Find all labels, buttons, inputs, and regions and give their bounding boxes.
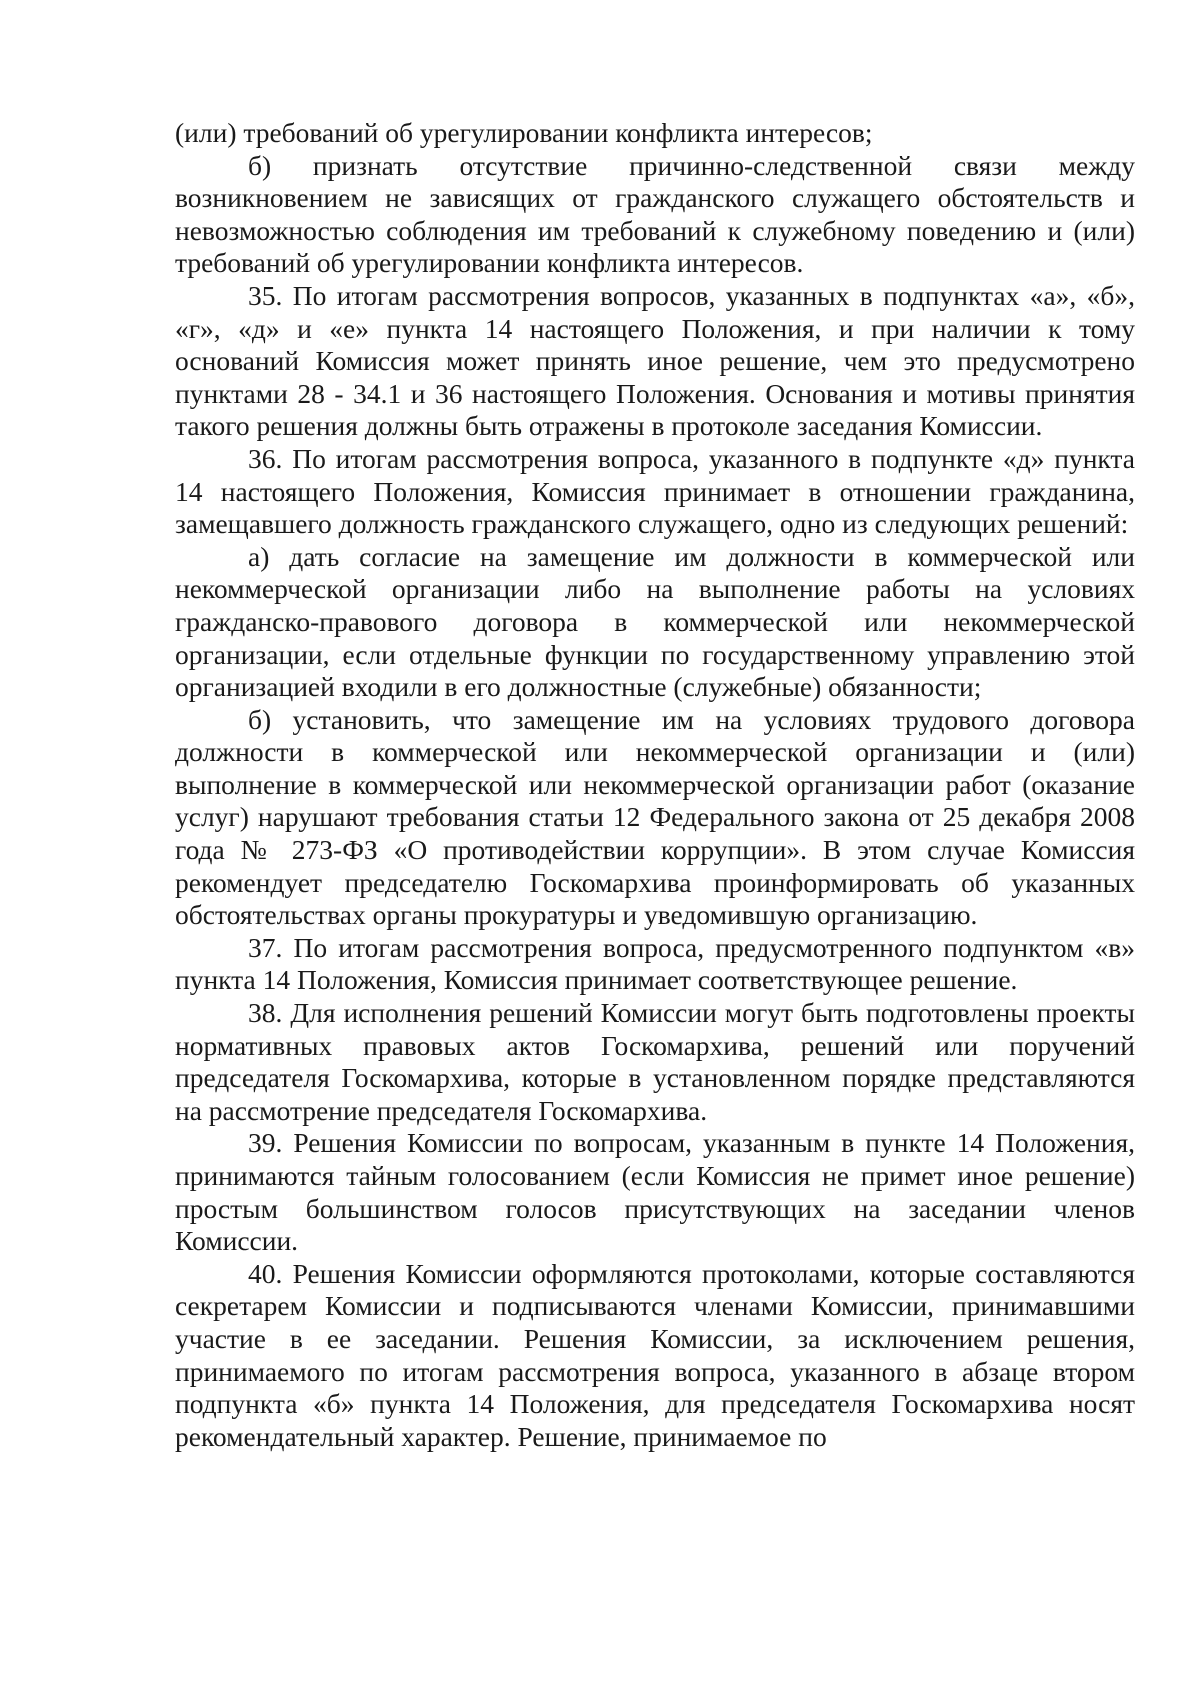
paragraph-38: 38. Для исполнения решений Комиссии могут быть подготовлены проекты нормативных правовых актов Госкомархива, решений или поручений председателя Госкомархива, которые в установленном порядке представляются на рассмотрение председателя Госкомархива. [175,997,1135,1126]
paragraph-36-b: б) установить, что замещение им на условиях трудового договора должности в коммерческой или некоммерческой организации и (или) выполнение в коммерческой или некоммерческой организации работ (оказание услуг) нарушают требования статьи 12 Федерального закона от 25 декабря 2008 года № 273-ФЗ «О противодействии коррупции». В этом случае Комиссия рекомендует председателю Госкомархива проинформировать об указанных обстоятельствах органы прокуратуры и уведомившую организацию. [175,703,1135,931]
paragraph-40: 40. Решения Комиссии оформляются протоколами, которые составляются секретарем Комиссии и подписываются членами Комиссии, принимавшими участие в ее заседании. Решения Комиссии, за исключением решения, принимаемого по итогам рассмотрения вопроса, указанного в абзаце втором подпункта «б» пункта 14 Положения, для председателя Госкомархива носят рекомендательный характер. Решение, принимаемое по [175,1257,1135,1452]
paragraph-39: 39. Решения Комиссии по вопросам, указанным в пункте 14 Положения, принимаются тайным голосованием (если Комиссия не примет иное решение) простым большинством голосов присутствующих на заседании членов Комиссии. [175,1127,1135,1257]
paragraph-subpoint-b: б) признать отсутствие причинно-следственной связи между возникновением не зависящих от гражданского служащего обстоятельств и невозможностью соблюдения им требований к служебному поведению и (или) требований об урегулировании конфликта интересов. [175,149,1135,279]
paragraph-36-a: а) дать согласие на замещение им должности в коммерческой или некоммерческой организации либо на выполнение работы на условиях гражданско-правового договора в коммерческой или некоммерческой организации, если отдельные функции по государственному управлению этой организацией входили в его должностные (служебные) обязанности; [175,540,1135,703]
paragraph-35: 35. По итогам рассмотрения вопросов, указанных в подпунктах «а», «б», «г», «д» и «е» пункта 14 настоящего Положения, и при наличии к тому оснований Комиссия может принять иное решение, чем это предусмотрено пунктами 28 - 34.1 и 36 настоящего Положения. Основания и мотивы принятия такого решения должны быть отражены в протоколе заседания Комиссии. [175,279,1135,442]
document-body [175,117,1135,1453]
paragraph-36: 36. По итогам рассмотрения вопроса, указанного в подпункте «д» пункта 14 настоящего Положения, Комиссия принимает в отношении гражданина, замещавшего должность гражданского служащего, одно из следующих решений: [175,442,1135,540]
paragraph-37: 37. По итогам рассмотрения вопроса, предусмотренного подпунктом «в» пункта 14 Положения, Комиссия принимает соответствующее решение. [175,931,1135,996]
paragraph-continuation: (или) требований об урегулировании конфликта интересов; [175,117,873,148]
